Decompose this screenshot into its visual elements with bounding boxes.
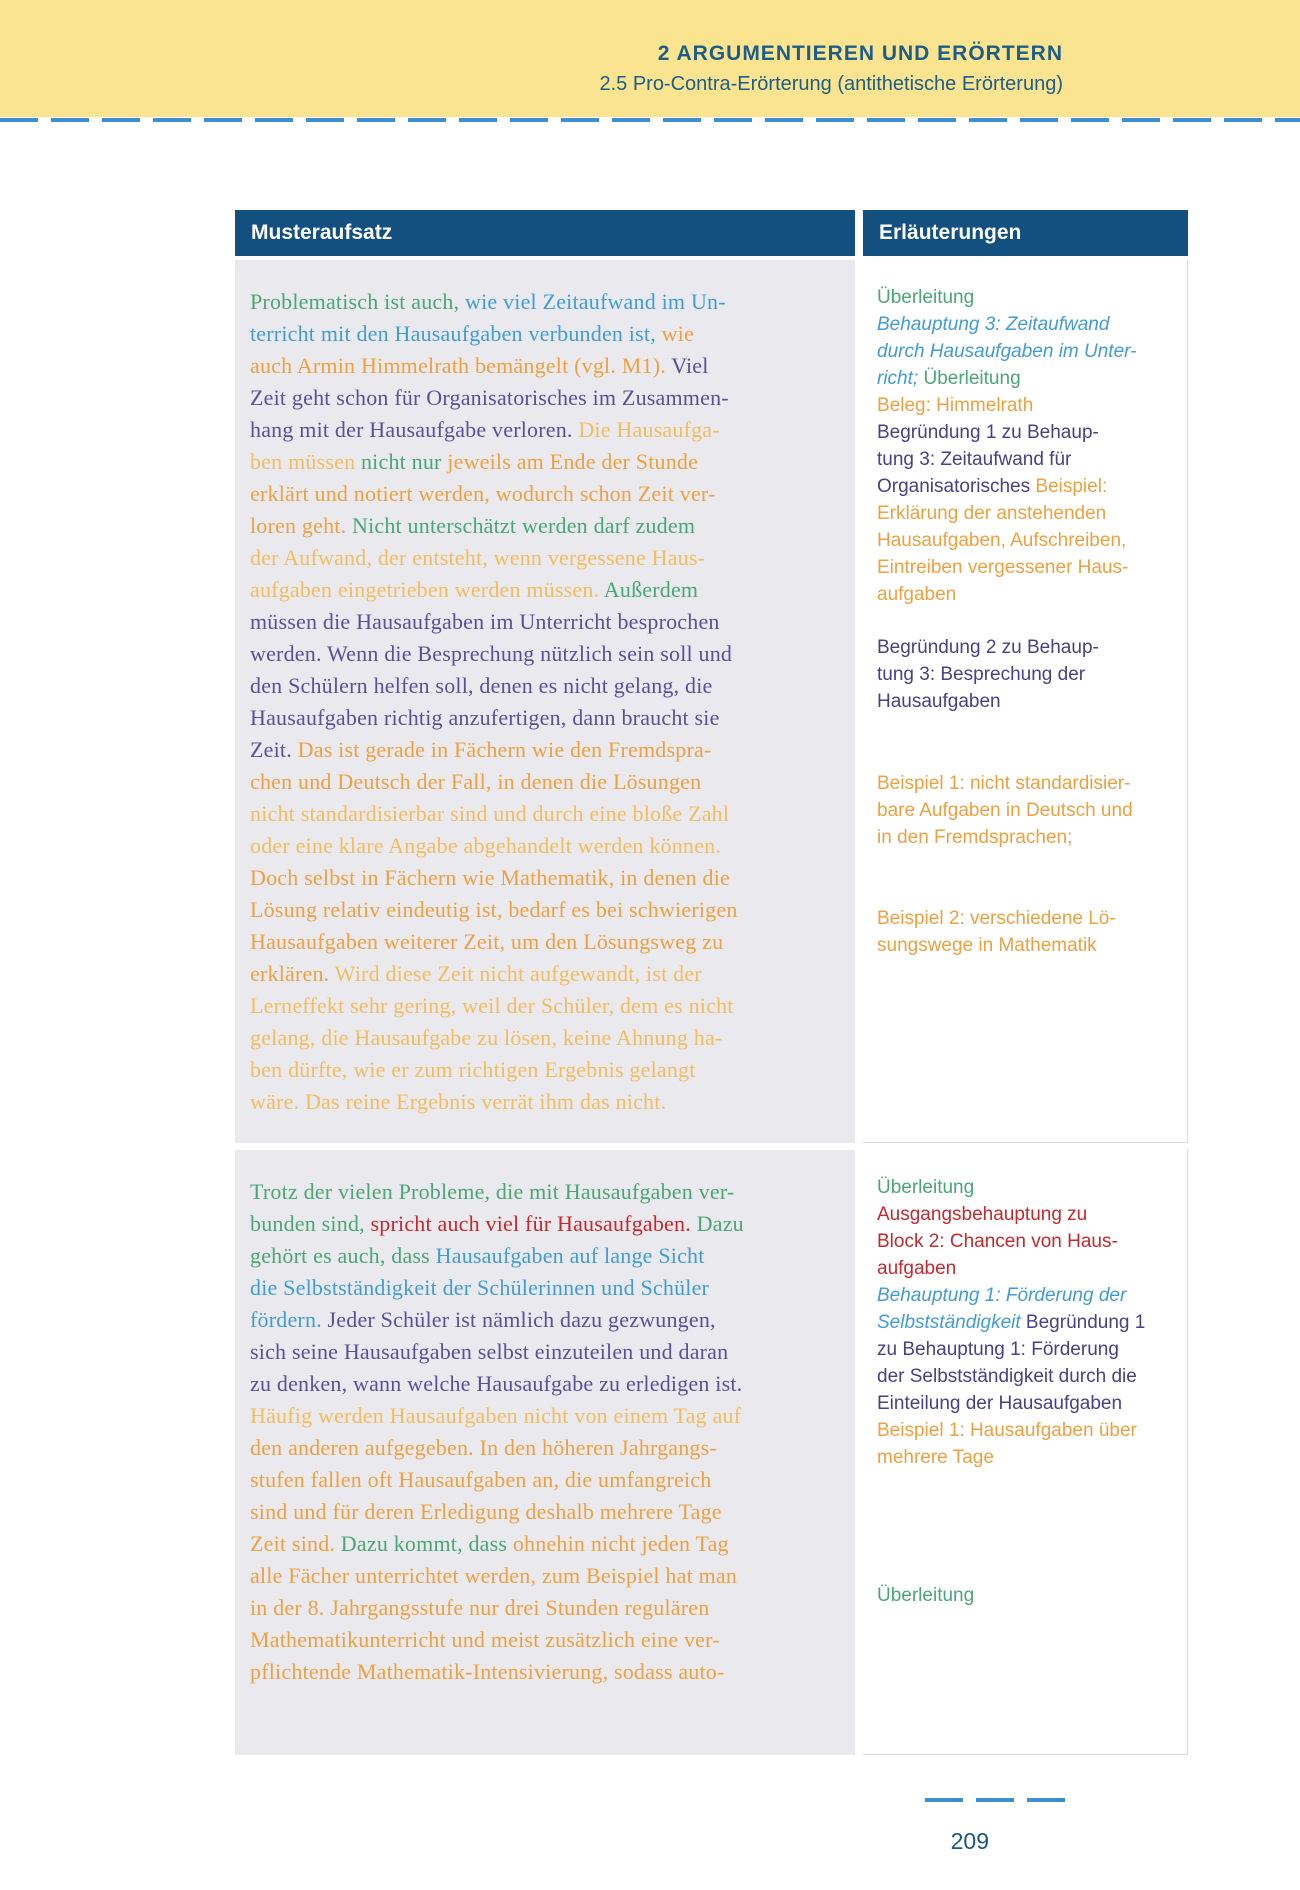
ann-line: [877, 473, 1183, 500]
ann-line: [877, 419, 1183, 446]
annotation-segment: Organisatorisches: [877, 476, 1031, 497]
annotation-segment: Überleitung: [877, 287, 975, 308]
annotation-segment: Hausaufgaben: [877, 691, 1001, 712]
essay-segment: chen und Deutsch der Fall, in denen die Lösungen: [250, 769, 702, 794]
essay-line: [250, 510, 849, 542]
essay-line: [250, 990, 849, 1022]
essay-segment: gelang, die Hausaufgabe zu lösen, keine Ahnung ha-: [250, 1025, 723, 1050]
essay-segment: Zeit sind.: [250, 1531, 336, 1556]
essay-line: [250, 1208, 849, 1240]
ann-line: [877, 365, 1183, 392]
ann-line: [877, 500, 1183, 527]
annotation-segment: mehrere Tage: [877, 1447, 994, 1468]
essay-segment: ohnehin nicht jeden Tag: [507, 1531, 729, 1556]
essay-segment: Zeit geht schon für Organisatorisches im Zusammen-: [250, 385, 729, 410]
essay-segment: alle Fächer unterrichtet werden, zum Beispiel hat man: [250, 1563, 738, 1588]
ann-line: [877, 392, 1183, 419]
essay-segment: Häufig werden Hausaufgaben nicht von einem Tag auf: [250, 1403, 742, 1428]
essay-segment: pflichtende Mathematik-Intensivierung, sodass auto-: [250, 1659, 725, 1684]
ann-line: [877, 554, 1183, 581]
annotation-segment: Hausaufgaben, Aufschreiben,: [877, 530, 1127, 551]
annotation-group: [877, 770, 1183, 851]
essay-line: [250, 1368, 849, 1400]
essay-line: [250, 1336, 849, 1368]
annotation-segment: Überleitung: [877, 1585, 975, 1606]
essay-segment: auch Armin Himmelrath bemängelt (vgl. M1).: [250, 353, 666, 378]
essay-segment: stufen fallen oft Hausaufgaben an, die umfangreich: [250, 1467, 712, 1492]
ann-line: [877, 634, 1183, 661]
essay-segment: loren geht.: [250, 513, 347, 538]
essay-line: [250, 1496, 849, 1528]
ann-line: [877, 1390, 1183, 1417]
essay-cell-block2: [235, 1150, 855, 1755]
essay-line: [250, 1656, 849, 1688]
essay-line: [250, 702, 849, 734]
essay-segment: nicht standardisierbar sind und durch eine bloße Zahl: [250, 801, 730, 826]
essay-segment: Trotz der vielen Probleme, die mit Hausaufgaben ver-: [250, 1179, 735, 1204]
essay-segment: terricht mit den Hausaufgaben verbunden ist,: [250, 321, 656, 346]
essay-segment: in der 8. Jahrgangsstufe nur drei Stunden regulären: [250, 1595, 710, 1620]
essay-line: [250, 862, 849, 894]
essay-segment: sind und für deren Erledigung deshalb mehrere Tage: [250, 1499, 722, 1524]
annotation-segment: Begründung 1 zu Behaup-: [877, 422, 1099, 443]
essay-segment: Zeit.: [250, 737, 292, 762]
annotation-group: [877, 1582, 1183, 1609]
essay-line: [250, 638, 849, 670]
annotation-segment: richt;: [877, 368, 919, 389]
essay-segment: Hausaufgaben weiterer Zeit, um den Lösungsweg zu: [250, 929, 724, 954]
essay-segment: ben dürfte, wie er zum richtigen Ergebnis gelangt: [250, 1057, 696, 1082]
annotation-segment: Selbstständigkeit: [877, 1312, 1021, 1333]
essay-line: [250, 286, 849, 318]
essay-segment: müssen die Hausaufgaben im Unterricht besprochen: [250, 609, 720, 634]
essay-segment: oder eine klare Angabe abgehandelt werden können.: [250, 833, 721, 858]
essay-line: [250, 734, 849, 766]
essay-line: [250, 894, 849, 926]
essay-line: [250, 350, 849, 382]
ann-line: [877, 688, 1183, 715]
ann-line: [877, 1282, 1183, 1309]
annotation-segment: der Selbstständigkeit durch die: [877, 1366, 1137, 1387]
ann-line: [877, 311, 1183, 338]
annotations-cell-block1: [863, 260, 1188, 1143]
chapter-title: 2 ARGUMENTIEREN UND ERÖRTERN: [657, 42, 1063, 65]
essay-line: [250, 1624, 849, 1656]
annotation-group: [877, 284, 1183, 608]
annotation-segment: Begründung 1: [1020, 1312, 1146, 1333]
essay-line: [250, 766, 849, 798]
ann-line: [877, 797, 1183, 824]
essay-segment: der Aufwand, der entsteht, wenn vergessene Haus-: [250, 545, 706, 570]
essay-segment: Jeder Schüler ist nämlich dazu gezwungen,: [321, 1307, 716, 1332]
essay-segment: wie viel Zeitaufwand im Un-: [459, 289, 726, 314]
annotation-segment: Eintreiben vergessener Haus-: [877, 557, 1129, 578]
ann-line: [877, 1228, 1183, 1255]
essay-line: [250, 1176, 849, 1208]
essay-segment: fördern.: [250, 1307, 322, 1332]
annotations-cell-block2: [863, 1150, 1188, 1755]
essay-segment: zu denken, wann welche Hausaufgabe zu erledigen ist.: [250, 1371, 743, 1396]
essay-line: [250, 1432, 849, 1464]
annotation-segment: Ausgangsbehauptung zu: [877, 1204, 1088, 1225]
ann-line: [877, 446, 1183, 473]
essay-line: [250, 574, 849, 606]
essay-segment: Hausaufgaben richtig anzufertigen, dann braucht sie: [250, 705, 720, 730]
top-dashed-divider: [0, 118, 1300, 122]
essay-segment: jeweils am Ende der Stunde: [441, 449, 699, 474]
essay-segment: Dazu kommt, dass: [335, 1531, 508, 1556]
ann-line: [877, 1444, 1183, 1471]
essay-segment: Das ist gerade in Fächern wie den Fremdspra-: [291, 737, 712, 762]
ann-line: [877, 905, 1183, 932]
chapter-header-band: [0, 0, 1300, 117]
essay-line: [250, 1054, 849, 1086]
annotation-segment: Beleg: Himmelrath: [877, 395, 1034, 416]
ann-line: [877, 1174, 1183, 1201]
annotation-segment: Erklärung der anstehenden: [877, 503, 1107, 524]
musteraufsatz-header-cell: Musteraufsatz: [235, 210, 855, 256]
ann-line: [877, 1417, 1183, 1444]
annotation-group: [877, 905, 1183, 959]
annotation-segment: Beispiel 2: verschiedene Lö-: [877, 908, 1116, 929]
essay-segment: den anderen aufgegeben. In den höheren Jahrgangs-: [250, 1435, 717, 1460]
ann-line: [877, 1255, 1183, 1282]
essay-segment: wäre. Das reine Ergebnis verrät ihm das nicht.: [250, 1089, 667, 1114]
essay-segment: hang mit der Hausaufgabe verloren.: [250, 417, 573, 442]
essay-segment: Außerdem: [599, 577, 699, 602]
ann-line: [877, 581, 1183, 608]
essay-line: [250, 1528, 849, 1560]
essay-line: [250, 1086, 849, 1118]
essay-segment: Lerneffekt sehr gering, weil der Schüler, dem es nicht: [250, 993, 734, 1018]
section-subtitle: 2.5 Pro-Contra-Erörterung (antithetische Erörterung): [599, 73, 1063, 95]
annotation-group: [877, 634, 1183, 715]
annotation-segment: Beispiel 1: Hausaufgaben über: [877, 1420, 1137, 1441]
essay-segment: sich seine Hausaufgaben selbst einzuteilen und daran: [250, 1339, 729, 1364]
essay-segment: Dazu: [690, 1211, 744, 1236]
essay-segment: gehört es auch, dass: [250, 1243, 430, 1268]
ann-line: [877, 770, 1183, 797]
essay-line: [250, 606, 849, 638]
essay-line: [250, 446, 849, 478]
essay-segment: bunden sind,: [250, 1211, 365, 1236]
erlaeuterungen-header-cell: Erläuterungen: [863, 210, 1188, 256]
annotation-segment: sungswege in Mathematik: [877, 935, 1097, 956]
annotation-segment: Überleitung: [877, 1177, 975, 1198]
essay-segment: Mathematikunterricht und meist zusätzlich eine ver-: [250, 1627, 720, 1652]
ann-line: [877, 284, 1183, 311]
essay-segment: Die Hausaufga-: [572, 417, 720, 442]
essay-segment: werden. Wenn die Besprechung nützlich sein soll und: [250, 641, 733, 666]
annotation-segment: aufgaben: [877, 584, 957, 605]
annotation-segment: Einteilung der Hausaufgaben: [877, 1393, 1123, 1414]
chapter-header: [599, 42, 1063, 96]
annotation-segment: Überleitung: [918, 368, 1021, 389]
essay-segment: Doch selbst in Fächern wie Mathematik, in denen die: [250, 865, 731, 890]
essay-line: [250, 1400, 849, 1432]
ann-line: [877, 932, 1183, 959]
annotation-segment: zu Behauptung 1: Förderung: [877, 1339, 1119, 1360]
annotation-segment: aufgaben: [877, 1258, 957, 1279]
annotation-segment: Block 2: Chancen von Haus-: [877, 1231, 1118, 1252]
annotation-segment: Begründung 2 zu Behaup-: [877, 637, 1099, 658]
essay-line: [250, 1560, 849, 1592]
annotation-segment: tung 3: Zeitaufwand für: [877, 449, 1072, 470]
essay-segment: Nicht unterschätzt werden darf zudem: [346, 513, 696, 538]
annotation-segment: tung 3: Besprechung der: [877, 664, 1086, 685]
bottom-dashed-divider: [925, 1798, 1071, 1802]
essay-line: [250, 1464, 849, 1496]
page-number: 209: [950, 1828, 989, 1854]
essay-segment: Hausaufgaben auf lange Sicht: [429, 1243, 705, 1268]
ann-line: [877, 1309, 1183, 1336]
essay-segment: ben müssen: [250, 449, 356, 474]
ann-line: [877, 661, 1183, 688]
ann-line: [877, 1201, 1183, 1228]
essay-line: [250, 318, 849, 350]
essay-line: [250, 958, 849, 990]
essay-segment: erklärt und notiert werden, wodurch schon Zeit ver-: [250, 481, 716, 506]
essay-line: [250, 670, 849, 702]
ann-line: [877, 1363, 1183, 1390]
essay-segment: nicht nur: [355, 449, 442, 474]
ann-line: [877, 824, 1183, 851]
ann-line: [877, 1336, 1183, 1363]
essay-segment: Wird diese Zeit nicht aufgewandt, ist der: [329, 961, 702, 986]
essay-line: [250, 542, 849, 574]
essay-line: [250, 1592, 849, 1624]
essay-segment: Problematisch ist auch,: [250, 289, 460, 314]
essay-line: [250, 1022, 849, 1054]
annotation-segment: durch Hausaufgaben im Unter-: [877, 341, 1137, 362]
essay-segment: die Selbstständigkeit der Schülerinnen und Schüler: [250, 1275, 710, 1300]
essay-segment: Lösung relativ eindeutig ist, bedarf es bei schwierigen: [250, 897, 738, 922]
essay-line: [250, 1272, 849, 1304]
essay-line: [250, 926, 849, 958]
annotation-segment: in den Fremdsprachen;: [877, 827, 1073, 848]
essay-line: [250, 478, 849, 510]
essay-line: [250, 830, 849, 862]
essay-line: [250, 382, 849, 414]
essay-line: [250, 1304, 849, 1336]
annotation-segment: Beispiel:: [1030, 476, 1108, 497]
essay-line: [250, 414, 849, 446]
essay-segment: aufgaben eingetrieben werden müssen.: [250, 577, 600, 602]
essay-segment: Viel: [665, 353, 709, 378]
annotation-group: [877, 1174, 1183, 1471]
annotation-segment: Behauptung 1: Förderung der: [877, 1285, 1127, 1306]
essay-segment: den Schülern helfen soll, denen es nicht gelang, die: [250, 673, 713, 698]
essay-line: [250, 798, 849, 830]
essay-cell-block1: [235, 260, 855, 1143]
essay-line: [250, 1240, 849, 1272]
annotation-segment: Beispiel 1: nicht standardisier-: [877, 773, 1131, 794]
ann-line: [877, 527, 1183, 554]
annotation-segment: Behauptung 3: Zeitaufwand: [877, 314, 1110, 335]
ann-line: [877, 1582, 1183, 1609]
essay-segment: erklären.: [250, 961, 330, 986]
annotation-segment: bare Aufgaben in Deutsch und: [877, 800, 1133, 821]
essay-segment: wie: [655, 321, 694, 346]
ann-line: [877, 338, 1183, 365]
essay-segment: spricht auch viel für Hausaufgaben.: [364, 1211, 691, 1236]
